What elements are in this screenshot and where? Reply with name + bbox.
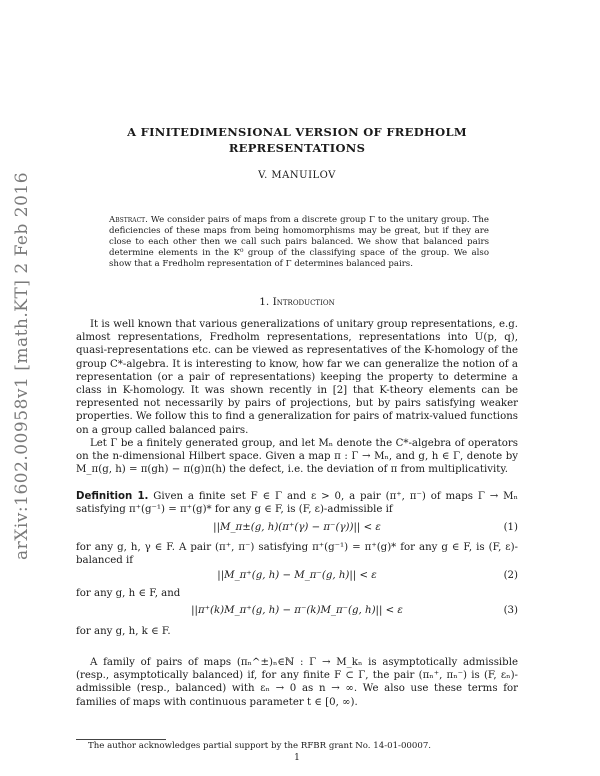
title-line-1: A FINITEDIMENSIONAL VERSION OF FREDHOLM bbox=[127, 125, 467, 139]
after-equation-1: for any g, h, γ ∈ F. A pair (π⁺, π⁻) satisfying π⁺(g⁻¹) = π⁺(g)* for any g ∈ F, is (F, ε)-balanced if bbox=[76, 542, 518, 567]
arxiv-sidebar-stamp: arXiv:1602.00958v1 [math.KT] 2 Feb 2016 bbox=[12, 171, 32, 560]
abstract-text: We consider pairs of maps from a discrete group Γ to the unitary group. The deficiencies of these maps from being homomorphisms may be great, but if they are close to each other then we call such pairs balanced. We show that balanced pairs determine elements in the K⁰ group of the classifying space of the group. We also show that a Fredholm representation of Γ determines balanced pairs. bbox=[109, 215, 489, 269]
intro-paragraph-1: It is well known that various generalizations of unitary group representations, e.g. almost representations, Fredholm representations, representations into U(p, q), quasi-representations etc. can be viewed as representatives of the K-homology of the group C*-algebra. It is interesting to know, how far we can generalize the notion of a representation (or a pair of representations) keeping the property to determine a class in K-homology. It was shown recently in [2] that K-theory elements can be represented not necessarily by pairs of projections, but by pairs satisfying weaker properties. We follow this to find a generalization for pairs of matrix-valued functions on a group called balanced pairs. bbox=[76, 319, 518, 436]
definition-text: Given a finite set F ∈ Γ and ε > 0, a pair (π⁺, π⁻) of maps Γ → Mₙ satisfying π⁺(g⁻¹) = π⁺(g)* for any g ∈ F, is (F, ε)-admissible if bbox=[76, 491, 519, 516]
definition-label: Definition 1. bbox=[76, 491, 149, 502]
footnote-rule bbox=[76, 739, 166, 740]
after-equation-2: for any g, h ∈ F, and bbox=[76, 588, 181, 599]
equation-1-expression: ||M_π±(g, h)(π⁺(γ) − π⁻(γ))|| < ε bbox=[213, 522, 381, 533]
abstract-label: Abstract. bbox=[109, 215, 148, 225]
author: V. MANUILOV bbox=[258, 170, 336, 181]
page-number: 1 bbox=[294, 753, 300, 763]
equation-2-expression: ||M_π⁺(g, h) − M_π⁻(g, h)|| < ε bbox=[217, 570, 377, 581]
definition-1 bbox=[76, 490, 518, 516]
after-equation-3: for any g, h, k ∈ F. bbox=[76, 626, 171, 637]
equation-3-number: (3) bbox=[503, 605, 518, 616]
intro-paragraph-2: Let Γ be a finitely generated group, and let Mₙ denote the C*-algebra of operators on the n-dimensional Hilbert space. Given a map π : Γ → Mₙ, and g, h ∈ Γ, denote by M_π(g, h) = π(gh) − π(g)π(h) the defect, i.e. the deviation of π from multiplicativity. bbox=[76, 438, 518, 476]
intro-paragraph-3: A family of pairs of maps (πₙ^±)ₙ∈ℕ : Γ → M_kₙ is asymptotically admissible (resp., asymptotically balanced) if, for any finite F ⊂ Γ, the pair (πₙ⁺, πₙ⁻) is (F, εₙ)-admissible (resp., balanced) with εₙ → 0 as n → ∞. We also use these terms for families of maps with continuous parameter t ∈ [0, ∞). bbox=[76, 657, 518, 708]
paper-title bbox=[76, 124, 518, 156]
title-line-2: REPRESENTATIONS bbox=[228, 141, 366, 155]
equation-2-number: (2) bbox=[503, 570, 518, 581]
section-title: 1. Introduction bbox=[259, 296, 335, 308]
footnote: The author acknowledges partial support by the RFBR grant No. 14-01-00007. bbox=[88, 741, 432, 751]
equation-3-expression: ||π⁺(k)M_π⁺(g, h) − π⁻(k)M_π⁻(g, h)|| < ε bbox=[191, 605, 403, 616]
abstract bbox=[109, 215, 489, 270]
equation-1-number: (1) bbox=[503, 522, 518, 533]
